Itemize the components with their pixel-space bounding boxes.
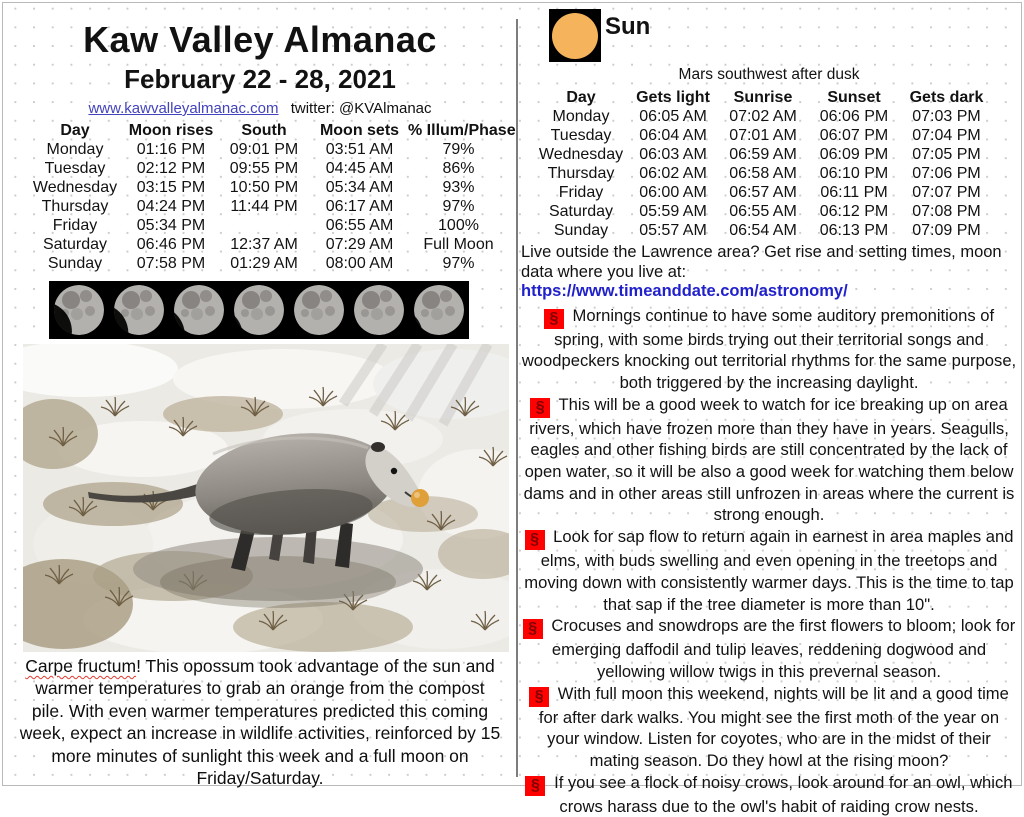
- table-cell: 97%: [408, 254, 509, 273]
- right-column: [521, 9, 1017, 817]
- moon-phase-image: [49, 281, 109, 339]
- table-cell: 07:01 AM: [717, 126, 809, 145]
- table-cell: 01:29 AM: [217, 254, 311, 273]
- bullet-paragraph: § Crocuses and snowdrops are the first flowers to bloom; look for emerging daffodil and tulip leaves, reddening dogwood and yellowing willow twigs in this prevernal season.: [521, 615, 1017, 682]
- table-cell: 06:17 AM: [311, 197, 408, 216]
- table-cell: Sunset: [809, 88, 899, 107]
- table-cell: 06:58 AM: [717, 164, 809, 183]
- table-cell: 04:24 PM: [125, 197, 217, 216]
- table-cell: 06:11 PM: [809, 183, 899, 202]
- bullet-list: [521, 305, 1017, 817]
- table-cell: Sunday: [533, 221, 629, 240]
- section-marker-icon: §: [523, 619, 543, 639]
- table-cell: 07:09 PM: [899, 221, 994, 240]
- table-cell: 12:37 AM: [217, 235, 311, 254]
- table-cell: % Illum/Phase: [408, 121, 509, 140]
- table-cell: 07:07 PM: [899, 183, 994, 202]
- table-cell: Gets dark: [899, 88, 994, 107]
- table-cell: 02:12 PM: [125, 159, 217, 178]
- link-line: [7, 100, 513, 117]
- table-cell: 06:07 PM: [809, 126, 899, 145]
- moon-phase-image: [349, 281, 409, 339]
- caption-lead-punct: !: [136, 656, 141, 676]
- outside-line2-prefix: data where you live at:: [521, 263, 686, 281]
- table-cell: 06:10 PM: [809, 164, 899, 183]
- table-cell: 06:12 PM: [809, 202, 899, 221]
- table-cell: 09:01 PM: [217, 140, 311, 159]
- bullet-paragraph: § Mornings continue to have some auditory premonitions of spring, with some birds trying out their territorial songs and woodpeckers knocking out territorial rhythms for the same purpose, both triggered by the increasing daylight.: [521, 305, 1017, 394]
- table-cell: 06:59 AM: [717, 145, 809, 164]
- bullet-paragraph: § This will be a good week to watch for ice breaking up on area rivers, which have frozen more than they have in years. Seagulls, eagles and other fishing birds are still concentrated by the lack of open water, so it will be also a good week for watching them below dams and in other areas still unfrozen in areas where the current is strong enough.: [521, 394, 1017, 527]
- table-cell: 09:55 PM: [217, 159, 311, 178]
- table-cell: 06:03 AM: [629, 145, 717, 164]
- table-cell: 01:16 PM: [125, 140, 217, 159]
- table-cell: Day: [25, 121, 125, 140]
- table-cell: Sunday: [25, 254, 125, 273]
- section-marker-icon: §: [525, 776, 545, 796]
- outside-area-note: [521, 243, 1017, 302]
- table-cell: Friday: [25, 216, 125, 235]
- bullet-paragraph: § Look for sap flow to return again in earnest in area maples and elms, with buds swelling and even opening in the treetops and moving down with consistently warmer days. This is the time to tap that sap if the tree diameter is more than 10".: [521, 526, 1017, 615]
- section-marker-icon: §: [530, 398, 550, 418]
- bullet-paragraph: § If you see a flock of noisy crows, look around for an owl, which crows harass due to the owl's habit of raiding crow nests.: [521, 772, 1017, 817]
- table-cell: 06:02 AM: [629, 164, 717, 183]
- moon-phase-image: [289, 281, 349, 339]
- table-cell: Saturday: [533, 202, 629, 221]
- timeanddate-link[interactable]: https://www.timeanddate.com/astronomy/: [521, 282, 848, 300]
- outside-line1: Live outside the Lawrence area? Get rise and setting times, moon: [521, 243, 1017, 263]
- table-cell: 07:04 PM: [899, 126, 994, 145]
- mars-note: Mars southwest after dusk: [521, 66, 1017, 84]
- twitter-handle: twitter: @KVAlmanac: [291, 100, 432, 117]
- moon-phase-image: [409, 281, 469, 339]
- table-cell: 05:57 AM: [629, 221, 717, 240]
- table-cell: Wednesday: [25, 178, 125, 197]
- moon-phase-image: [229, 281, 289, 339]
- table-cell: 06:57 AM: [717, 183, 809, 202]
- outside-line2: [521, 263, 1017, 302]
- table-cell: 06:54 AM: [717, 221, 809, 240]
- page-title: Kaw Valley Almanac: [7, 19, 513, 61]
- table-cell: 06:04 AM: [629, 126, 717, 145]
- section-marker-icon: §: [544, 309, 564, 329]
- table-cell: 79%: [408, 140, 509, 159]
- moon-phase-strip: [49, 281, 469, 339]
- almanac-page: [2, 2, 1022, 786]
- table-cell: 03:51 AM: [311, 140, 408, 159]
- table-cell: Full Moon: [408, 235, 509, 254]
- table-cell: Thursday: [25, 197, 125, 216]
- bullet-paragraph: § With full moon this weekend, nights will be lit and a good time for after dark walks. You might see the first moth of the year on your window. Listen for coyotes, who are in the midst of their mating season. Do they howl at the rising moon?: [521, 683, 1017, 772]
- table-cell: South: [217, 121, 311, 140]
- table-cell: Wednesday: [533, 145, 629, 164]
- column-divider: [516, 19, 518, 777]
- table-cell: 07:05 PM: [899, 145, 994, 164]
- table-cell: 100%: [408, 216, 509, 235]
- table-cell: 06:05 AM: [629, 107, 717, 126]
- sun-table: [533, 88, 1017, 240]
- opossum-photo: [23, 344, 509, 652]
- table-cell: 04:45 AM: [311, 159, 408, 178]
- table-cell: Thursday: [533, 164, 629, 183]
- table-cell: Saturday: [25, 235, 125, 254]
- sun-icon: [549, 9, 601, 62]
- table-cell: 05:59 AM: [629, 202, 717, 221]
- table-cell: Moon rises: [125, 121, 217, 140]
- table-cell: 11:44 PM: [217, 197, 311, 216]
- table-cell: Monday: [25, 140, 125, 159]
- table-cell: 08:00 AM: [311, 254, 408, 273]
- website-link[interactable]: www.kawvalleyalmanac.com: [88, 100, 278, 117]
- table-cell: Tuesday: [533, 126, 629, 145]
- moon-phase-image: [109, 281, 169, 339]
- table-cell: 06:13 PM: [809, 221, 899, 240]
- table-cell: 07:03 PM: [899, 107, 994, 126]
- table-cell: 06:09 PM: [809, 145, 899, 164]
- moon-phase-image: [169, 281, 229, 339]
- table-cell: 07:02 AM: [717, 107, 809, 126]
- table-cell: [217, 216, 311, 235]
- table-cell: 06:55 AM: [717, 202, 809, 221]
- table-cell: Tuesday: [25, 159, 125, 178]
- table-cell: 03:15 PM: [125, 178, 217, 197]
- caption-lead: Carpe fructum: [25, 656, 136, 676]
- table-cell: 93%: [408, 178, 509, 197]
- sun-section-label: Sun: [605, 13, 650, 41]
- table-cell: 07:06 PM: [899, 164, 994, 183]
- table-cell: Sunrise: [717, 88, 809, 107]
- moon-table: [25, 121, 513, 273]
- table-cell: 86%: [408, 159, 509, 178]
- photo-caption: [17, 655, 503, 789]
- table-cell: 06:00 AM: [629, 183, 717, 202]
- table-cell: 06:55 AM: [311, 216, 408, 235]
- table-cell: 07:58 PM: [125, 254, 217, 273]
- table-cell: Friday: [533, 183, 629, 202]
- table-cell: 07:29 AM: [311, 235, 408, 254]
- sun-circle: [552, 13, 598, 59]
- table-cell: 05:34 PM: [125, 216, 217, 235]
- section-marker-icon: §: [525, 530, 545, 550]
- sun-header: [549, 9, 1017, 65]
- table-cell: Monday: [533, 107, 629, 126]
- left-column: [7, 11, 513, 789]
- table-cell: 10:50 PM: [217, 178, 311, 197]
- table-cell: 06:06 PM: [809, 107, 899, 126]
- table-cell: 05:34 AM: [311, 178, 408, 197]
- table-cell: 06:46 PM: [125, 235, 217, 254]
- date-range: February 22 - 28, 2021: [7, 64, 513, 95]
- caption-text: This opossum took advantage of the sun and warmer temperatures to grab an orange from the compost pile. With even warmer temperatures predicted this coming week, expect an increase in wildlife activities, reinforced by 15 more minutes of sunlight this week and a full moon on Friday/Saturday.: [20, 656, 501, 788]
- table-cell: Moon sets: [311, 121, 408, 140]
- table-cell: Day: [533, 88, 629, 107]
- section-marker-icon: §: [529, 687, 549, 707]
- table-cell: Gets light: [629, 88, 717, 107]
- table-cell: 07:08 PM: [899, 202, 994, 221]
- table-cell: 97%: [408, 197, 509, 216]
